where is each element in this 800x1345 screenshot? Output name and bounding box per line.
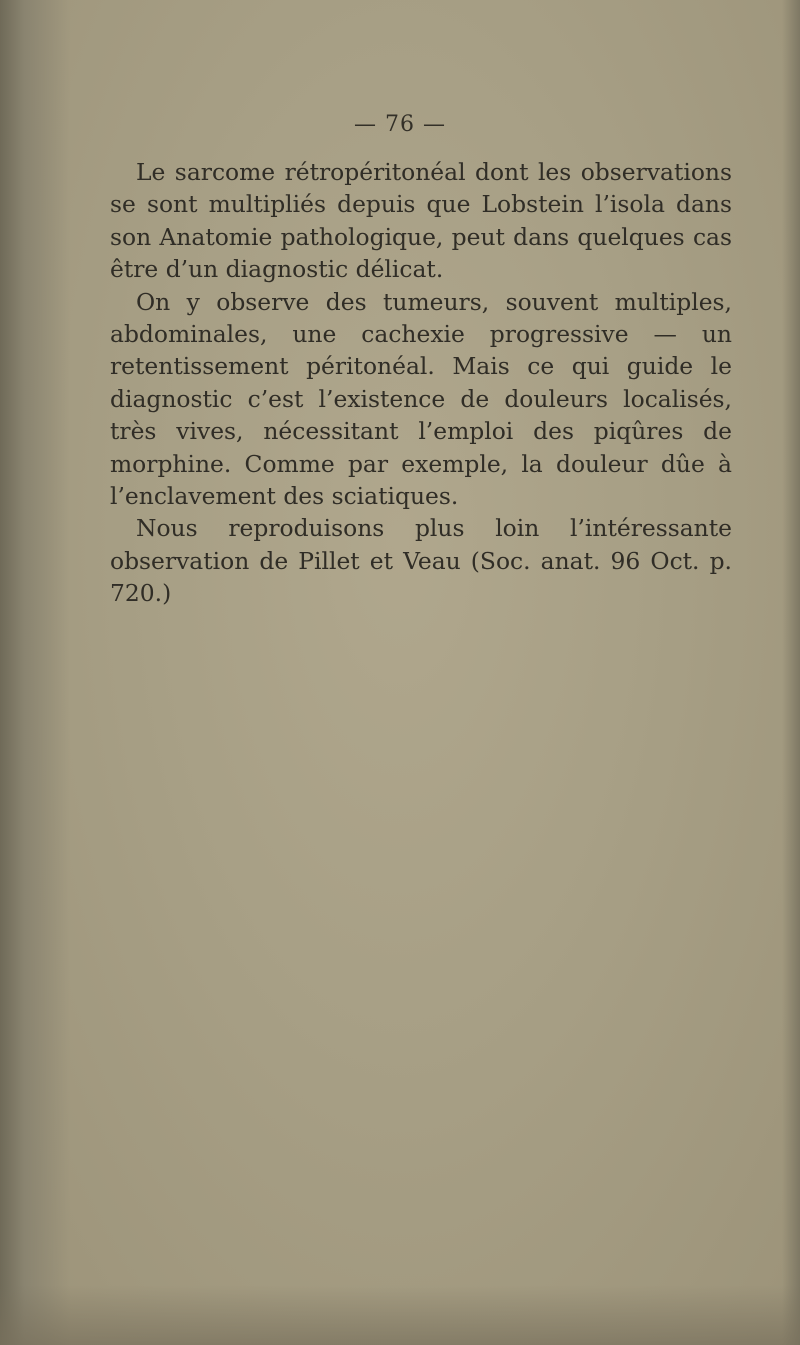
page-binding-shadow <box>0 0 70 1345</box>
body-text <box>110 156 732 610</box>
page-right-edge-shadow <box>782 0 800 1345</box>
paragraph-sarcome: Le sarcome rétropéritonéal dont les observations se sont multipliés depuis que Lobstein l’isola dans son Anatomie pathologique, peut dans quelques cas être d’un diagnostic délicat. <box>110 158 732 284</box>
paragraph-symptoms: On y observe des tumeurs, souvent multiples, abdominales, une cachexie progressive — un retentissement péritonéal. Mais ce qui guide le diagnostic c’est l’existence de douleurs localisés, très vives, nécessitant l’emploi des piqûres de morphine. Comme par exemple, la douleur dûe à l’enclavement des sciatiques. <box>110 287 732 511</box>
page-bottom-edge-shadow <box>0 1285 800 1345</box>
paragraph-observation: Nous reproduisons plus loin l’intéressante observation de Pillet et Veau (Soc. anat. 96 Oct. p. 720.) <box>110 514 732 608</box>
page-number: — 76 — <box>354 112 446 137</box>
